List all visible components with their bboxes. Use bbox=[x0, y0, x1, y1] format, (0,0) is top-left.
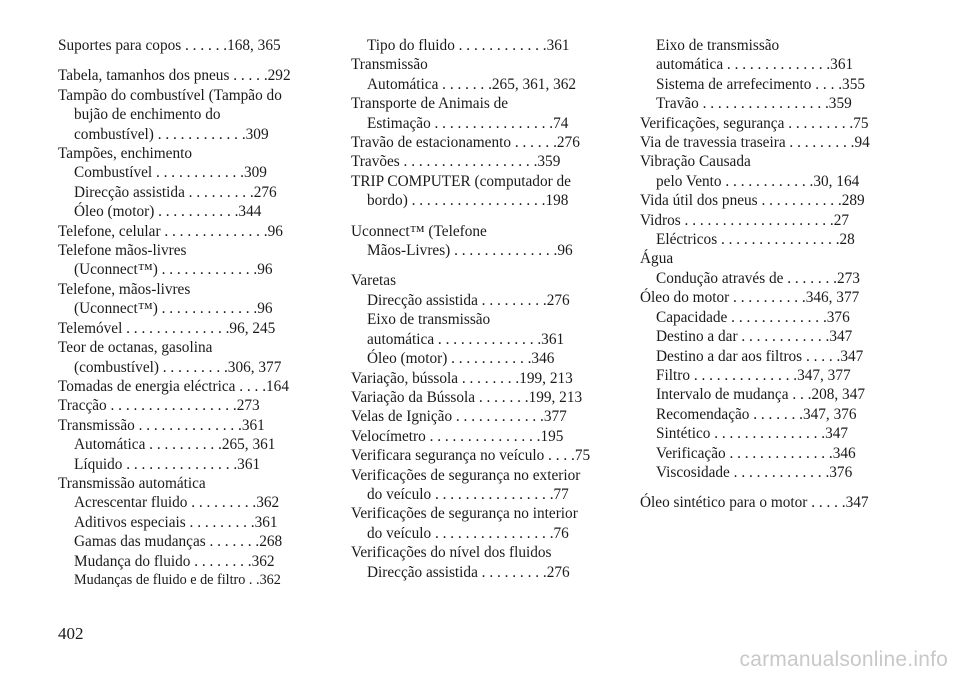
index-entry: Transporte de Animais de bbox=[351, 95, 509, 113]
index-entry: (Uconnect™) . . . . . . . . . . . . .96 bbox=[74, 261, 273, 279]
index-entry: Sintético . . . . . . . . . . . . . . .347 bbox=[656, 425, 849, 443]
index-entry: Combustível . . . . . . . . . . . .309 bbox=[74, 164, 267, 182]
index-entry: Vidros . . . . . . . . . . . . . . . . . . . .27 bbox=[640, 211, 849, 229]
index-entry: pelo Vento . . . . . . . . . . . .30, 164 bbox=[656, 172, 860, 190]
index-entry: Mudança do fluido . . . . . . . .362 bbox=[74, 552, 275, 570]
index-entry: Tipo do fluido . . . . . . . . . . . .361 bbox=[367, 37, 570, 54]
index-entry: Destino a dar aos filtros . . . . .347 bbox=[656, 347, 864, 365]
index-entry: (Uconnect™) . . . . . . . . . . . . .96 bbox=[74, 300, 273, 318]
index-entry: Eixo de transmissão bbox=[367, 311, 491, 329]
index-entry: Água bbox=[640, 250, 674, 268]
index-entry: Telemóvel . . . . . . . . . . . . . .96, 245 bbox=[58, 319, 276, 337]
index-entry: Telefone mãos-livres bbox=[58, 242, 187, 260]
index-entry: Variação da Bússola . . . . . . .199, 213 bbox=[351, 388, 583, 406]
index-entry: do veículo . . . . . . . . . . . . . . . .76 bbox=[367, 524, 569, 542]
index-entry: Eléctricos . . . . . . . . . . . . . . . .28 bbox=[656, 231, 855, 249]
index-column-2 bbox=[351, 36, 607, 582]
index-entry: Tampão do combustível (Tampão do bbox=[58, 86, 282, 104]
index-entry: Condução através de . . . . . . .273 bbox=[656, 269, 860, 287]
index-entry: automática . . . . . . . . . . . . . .361 bbox=[656, 56, 854, 74]
index-entry: Verificações, segurança . . . . . . . . .75 bbox=[640, 114, 869, 132]
index-entry: Variação, bússola . . . . . . . .199, 213 bbox=[351, 369, 573, 387]
index-entry: Travões . . . . . . . . . . . . . . . . . .359 bbox=[351, 153, 561, 171]
index-entry: Tabela, tamanhos dos pneus . . . . .292 bbox=[58, 67, 291, 85]
index-entry: Uconnect™ (Telefone bbox=[351, 222, 487, 240]
index-entry: Varetas bbox=[351, 272, 397, 290]
index-entry: Eixo de transmissão bbox=[656, 37, 780, 54]
index-entry: Destino a dar . . . . . . . . . . . .347 bbox=[656, 328, 853, 346]
index-entry: Automática . . . . . . .265, 361, 362 bbox=[367, 75, 577, 93]
index-entry: Filtro . . . . . . . . . . . . . .347, 377 bbox=[656, 366, 851, 384]
index-entry: Mudanças de fluido e de filtro . .362 bbox=[74, 571, 281, 588]
index-entry: Telefone, mãos-livres bbox=[58, 280, 191, 298]
index-entry: Viscosidade . . . . . . . . . . . . .376 bbox=[656, 463, 853, 481]
index-entry: automática . . . . . . . . . . . . . .361 bbox=[367, 330, 565, 348]
index-entry: Óleo sintético para o motor . . . . .347 bbox=[640, 494, 869, 512]
index-entry: Estimação . . . . . . . . . . . . . . . .74 bbox=[367, 114, 569, 132]
index-entry: Via de travessia traseira . . . . . . . . .94 bbox=[640, 134, 870, 152]
index-entry: Verificações do nível dos fluidos bbox=[351, 544, 552, 562]
index-entry: Travão de estacionamento . . . . . .276 bbox=[351, 134, 580, 152]
index-column-1 bbox=[58, 36, 316, 590]
index-entry: Velocímetro . . . . . . . . . . . . . . .195 bbox=[351, 427, 564, 445]
index-entry: Telefone, celular . . . . . . . . . . . . . .96 bbox=[58, 222, 283, 240]
index-entry: combustível) . . . . . . . . . . . .309 bbox=[74, 125, 269, 143]
index-entry: Recomendação . . . . . . .347, 376 bbox=[656, 405, 857, 423]
index-entry: Transmissão . . . . . . . . . . . . . .361 bbox=[58, 416, 265, 434]
index-entry: Verificara segurança no veículo . . . .75 bbox=[351, 447, 591, 465]
index-entry: bordo) . . . . . . . . . . . . . . . . . .198 bbox=[367, 192, 569, 210]
watermark: carmanualsonline.info bbox=[739, 648, 948, 671]
index-entry: Intervalo de mudança . . .208, 347 bbox=[656, 386, 865, 404]
index-entry: Líquido . . . . . . . . . . . . . . .361 bbox=[74, 455, 261, 473]
index-entry: Óleo do motor . . . . . . . . . .346, 377 bbox=[640, 289, 860, 307]
index-entry: Travão . . . . . . . . . . . . . . . . .359 bbox=[656, 95, 852, 113]
index-entry: Aditivos especiais . . . . . . . . .361 bbox=[74, 513, 278, 531]
index-entry: Verificações de segurança no exterior bbox=[351, 466, 581, 484]
index-entry: Capacidade . . . . . . . . . . . . .376 bbox=[656, 308, 850, 326]
index-entry: Teor de octanas, gasolina bbox=[58, 339, 213, 357]
index-entry: Transmissão automática bbox=[58, 474, 206, 492]
index-entry: (combustível) . . . . . . . . .306, 377 bbox=[74, 358, 282, 376]
index-column-3 bbox=[640, 36, 896, 513]
index-entry: Tomadas de energia eléctrica . . . .164 bbox=[58, 377, 289, 395]
index-entry: Suportes para copos . . . . . .168, 365 bbox=[58, 37, 281, 54]
index-entry: Direcção assistida . . . . . . . . .276 bbox=[367, 291, 570, 309]
index-entry: Gamas das mudanças . . . . . . .268 bbox=[74, 533, 283, 551]
index-entry: do veículo . . . . . . . . . . . . . . . .77 bbox=[367, 485, 569, 503]
index-entry: Acrescentar fluido . . . . . . . . .362 bbox=[74, 494, 280, 512]
index-entry: Direcção assistida . . . . . . . . .276 bbox=[367, 563, 570, 581]
index-entry: TRIP COMPUTER (computador de bbox=[351, 172, 571, 190]
index-entry: Vibração Causada bbox=[640, 153, 751, 171]
index-entry: Óleo (motor) . . . . . . . . . . .346 bbox=[367, 350, 555, 368]
index-entry: Mãos-Livres) . . . . . . . . . . . . . .96 bbox=[367, 242, 573, 260]
index-entry: Direcção assistida . . . . . . . . .276 bbox=[74, 183, 277, 201]
index-entry: Tampões, enchimento bbox=[58, 145, 193, 163]
index-entry: Vida útil dos pneus . . . . . . . . . . .289 bbox=[640, 192, 865, 210]
index-entry: Óleo (motor) . . . . . . . . . . .344 bbox=[74, 203, 262, 221]
index-entry: Transmissão bbox=[351, 56, 428, 74]
index-entry: Velas de Ignição . . . . . . . . . . . .377 bbox=[351, 408, 567, 426]
index-entry: Tracção . . . . . . . . . . . . . . . . .273 bbox=[58, 397, 260, 415]
page-number: 402 bbox=[58, 624, 84, 643]
index-entry: Verificações de segurança no interior bbox=[351, 505, 578, 523]
index-entry: Automática . . . . . . . . . .265, 361 bbox=[74, 436, 276, 454]
index-entry: bujão de enchimento do bbox=[74, 106, 221, 124]
index-entry: Sistema de arrefecimento . . . .355 bbox=[656, 75, 865, 93]
index-entry: Verificação . . . . . . . . . . . . . .346 bbox=[656, 444, 856, 462]
